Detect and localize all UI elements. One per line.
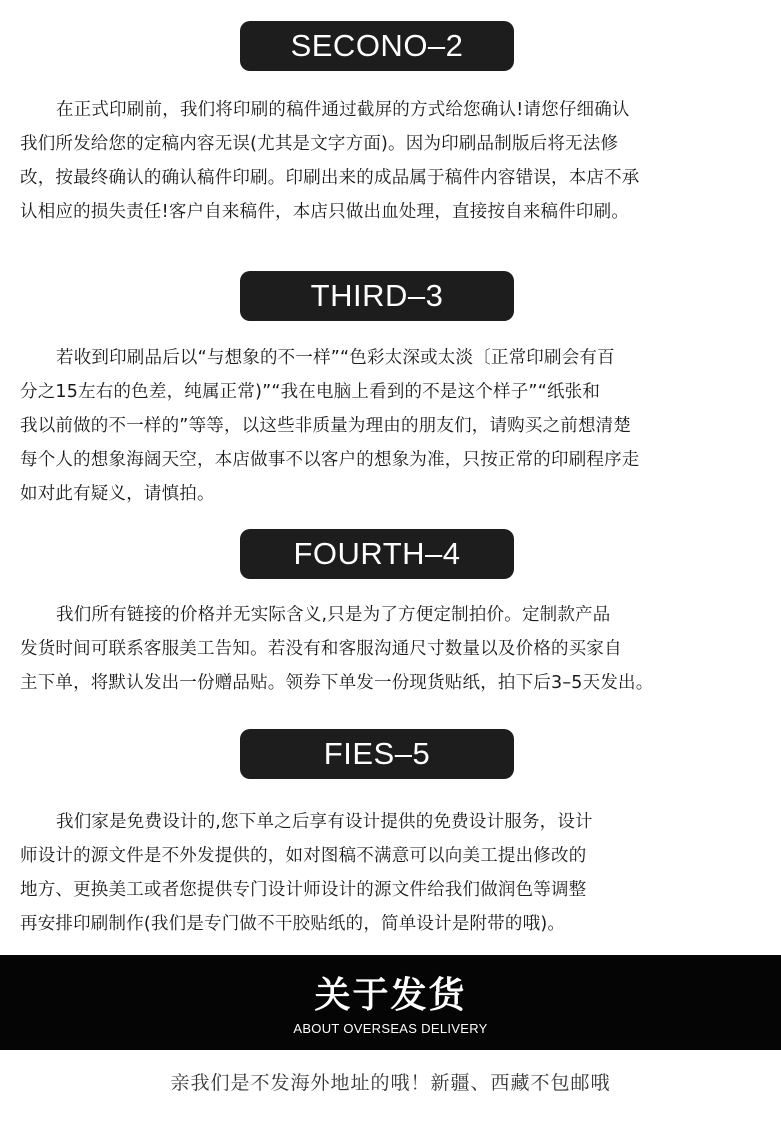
section-heading-fourth: FOURTH–4 (240, 529, 514, 579)
text-line: 如对此有疑义，请慎拍。 (20, 484, 215, 504)
text-line: 若收到印刷品后以“与想象的不一样”“色彩太深或太淡〔正常印刷会有百 (56, 348, 615, 368)
delivery-banner (0, 955, 781, 1050)
text-line: 在正式印刷前，我们将印刷的稿件通过截屏的方式给您确认!请您仔细确认 (56, 100, 630, 120)
text-line: 师设计的源文件是不外发提供的，如对图稿不满意可以向美工提出修改的 (20, 846, 587, 866)
section-text-second (20, 93, 765, 229)
text-line: 地方、更换美工或者您提供专门设计师设计的源文件给我们做润色等调整 (20, 880, 587, 900)
text-line: 改，按最终确认的确认稿件印刷。印刷出来的成品属于稿件内容错误，本店不承 (20, 168, 640, 188)
delivery-title: 关于发货 (314, 975, 467, 1016)
section-heading-second: SECONO–2 (240, 21, 514, 71)
text-line: 分之15左右的色差，纯属正常)”“我在电脑上看到的不是这个样子”“纸张和 (20, 382, 601, 402)
delivery-subtitle: ABOUT OVERSEAS DELIVERY (293, 1021, 488, 1036)
text-line: 每个人的想象海阔天空，本店做事不以客户的想象为准，只按正常的印刷程序走 (20, 450, 640, 470)
section-heading-third: THIRD–3 (240, 271, 514, 321)
text-line: 发货时间可联系客服美工告知。若没有和客服沟通尺寸数量以及价格的买家自 (20, 639, 622, 659)
text-line: 主下单，将默认发出一份赠品贴。领券下单发一份现货贴纸，拍下后3–5天发出。 (20, 673, 654, 693)
section-text-fifth (20, 805, 765, 941)
text-line: 我们家是免费设计的,您下单之后享有设计提供的免费设计服务，设计 (56, 812, 593, 832)
text-line: 我们所有链接的价格并无实际含义,只是为了方便定制拍价。定制款产品 (56, 605, 611, 625)
section-heading-fifth: FIES–5 (240, 729, 514, 779)
delivery-note: 亲我们是不发海外地址的哦！新疆、西藏不包邮哦 (170, 1072, 611, 1094)
text-line: 认相应的损失责任!客户自来稿件，本店只做出血处理，直接按自来稿件印刷。 (20, 202, 630, 222)
text-line: 再安排印刷制作(我们是专门做不干胶贴纸的，简单设计是附带的哦)。 (20, 914, 566, 934)
section-text-fourth (20, 598, 765, 700)
section-text-third (20, 341, 765, 511)
text-line: 我们所发给您的定稿内容无误(尤其是文字方面)。因为印刷品制版后将无法修 (20, 134, 619, 154)
text-line: 我以前做的不一样的”等等，以这些非质量为理由的朋友们，请购买之前想清楚 (20, 416, 632, 436)
